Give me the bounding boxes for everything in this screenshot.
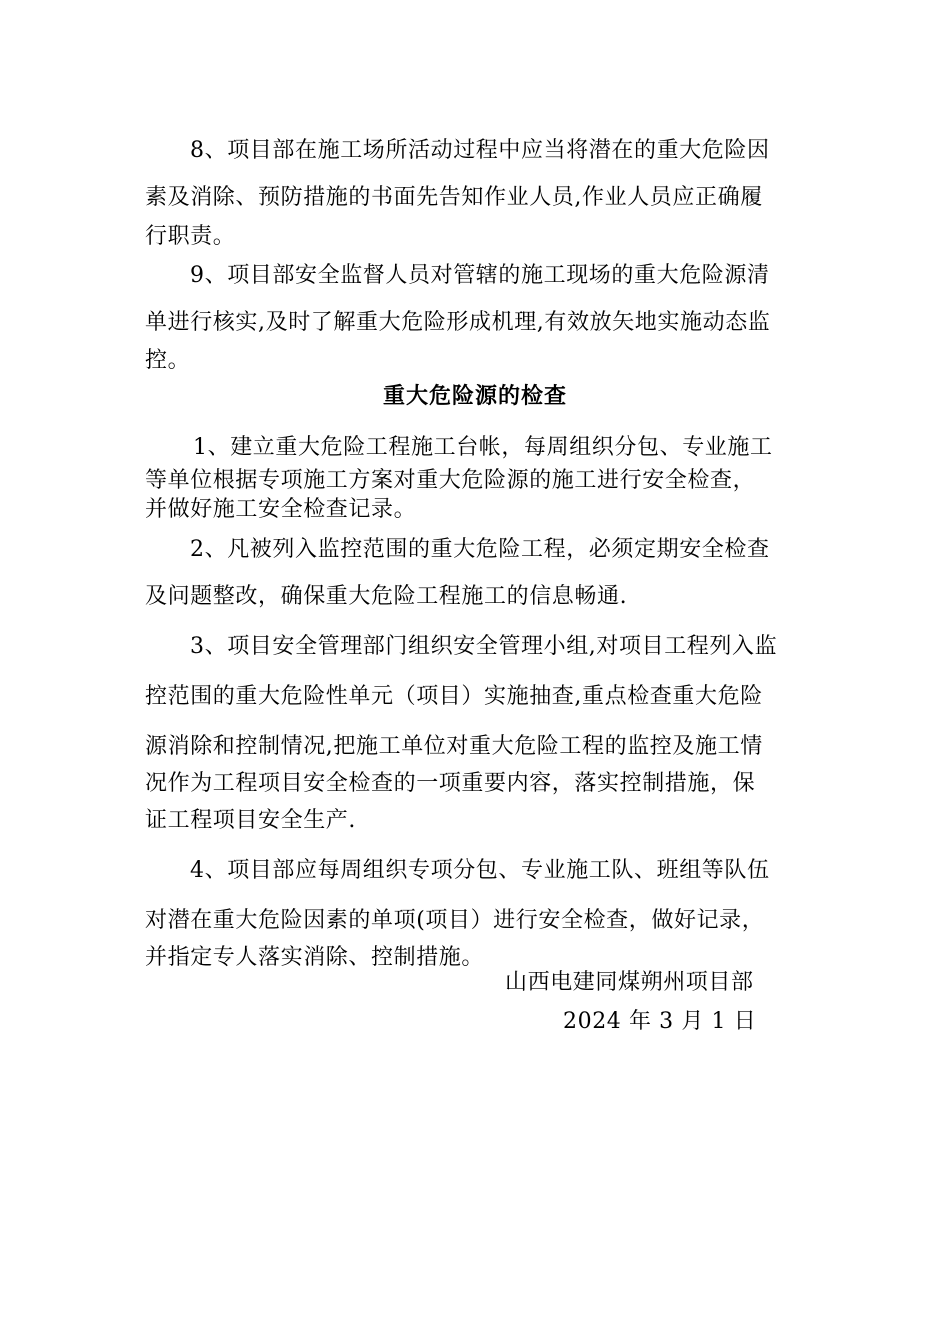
check1-line1: 1、建立重大危险工程施工台帐，每周组织分包、专业施工 [193,435,773,460]
check3-line5: 证工程项目安全生产. [145,808,356,833]
check3-line3: 源消除和控制情况,把施工单位对重大危险工程的监控及施工情 [145,734,763,759]
check1-line3: 并做好施工安全检查记录。 [145,497,417,522]
item8-line1: 8、项目部在施工场所活动过程中应当将潜在的重大危险因 [190,138,770,163]
check4-line1: 4、项目部应每周组织专项分包、专业施工队、班组等队伍 [190,858,770,883]
item9-line1: 9、项目部安全监督人员对管辖的施工现场的重大危险源清 [190,263,770,288]
check1-line2: 等单位根据专项施工方案对重大危险源的施工进行安全检查， [145,468,756,493]
check2-line1: 2、凡被列入监控范围的重大危险工程，必须定期安全检查 [190,537,770,562]
check3-line2: 控范围的重大危险性单元（项目）实施抽查,重点检查重大危险 [145,684,763,709]
check3-line1: 3、项目安全管理部门组织安全管理小组,对项目工程列入监 [190,634,778,659]
item9-line3: 控。 [145,348,191,373]
section-title: 重大危险源的检查 [382,384,567,409]
item9-line2: 单进行核实,及时了解重大危险形成机理,有效放矢地实施动态监 [145,310,771,335]
check2-line2: 及问题整改，确保重大危险工程施工的信息畅通. [145,584,628,609]
check4-line3: 并指定专人落实消除、控制措施。 [145,945,485,970]
signature-organization: 山西电建同煤朔州项目部 [505,970,754,995]
item8-line3: 行职责。 [145,224,236,249]
item8-line2: 素及消除、预防措施的书面先告知作业人员,作业人员应正确履 [145,185,763,210]
check3-line4: 况作为工程项目安全检查的一项重要内容，落实控制措施，保 [145,771,756,796]
signature-date: 2024 年 3 月 1 日 [563,1009,757,1034]
check4-line2: 对潜在重大危险因素的单项(项目）进行安全检查，做好记录， [145,908,765,933]
